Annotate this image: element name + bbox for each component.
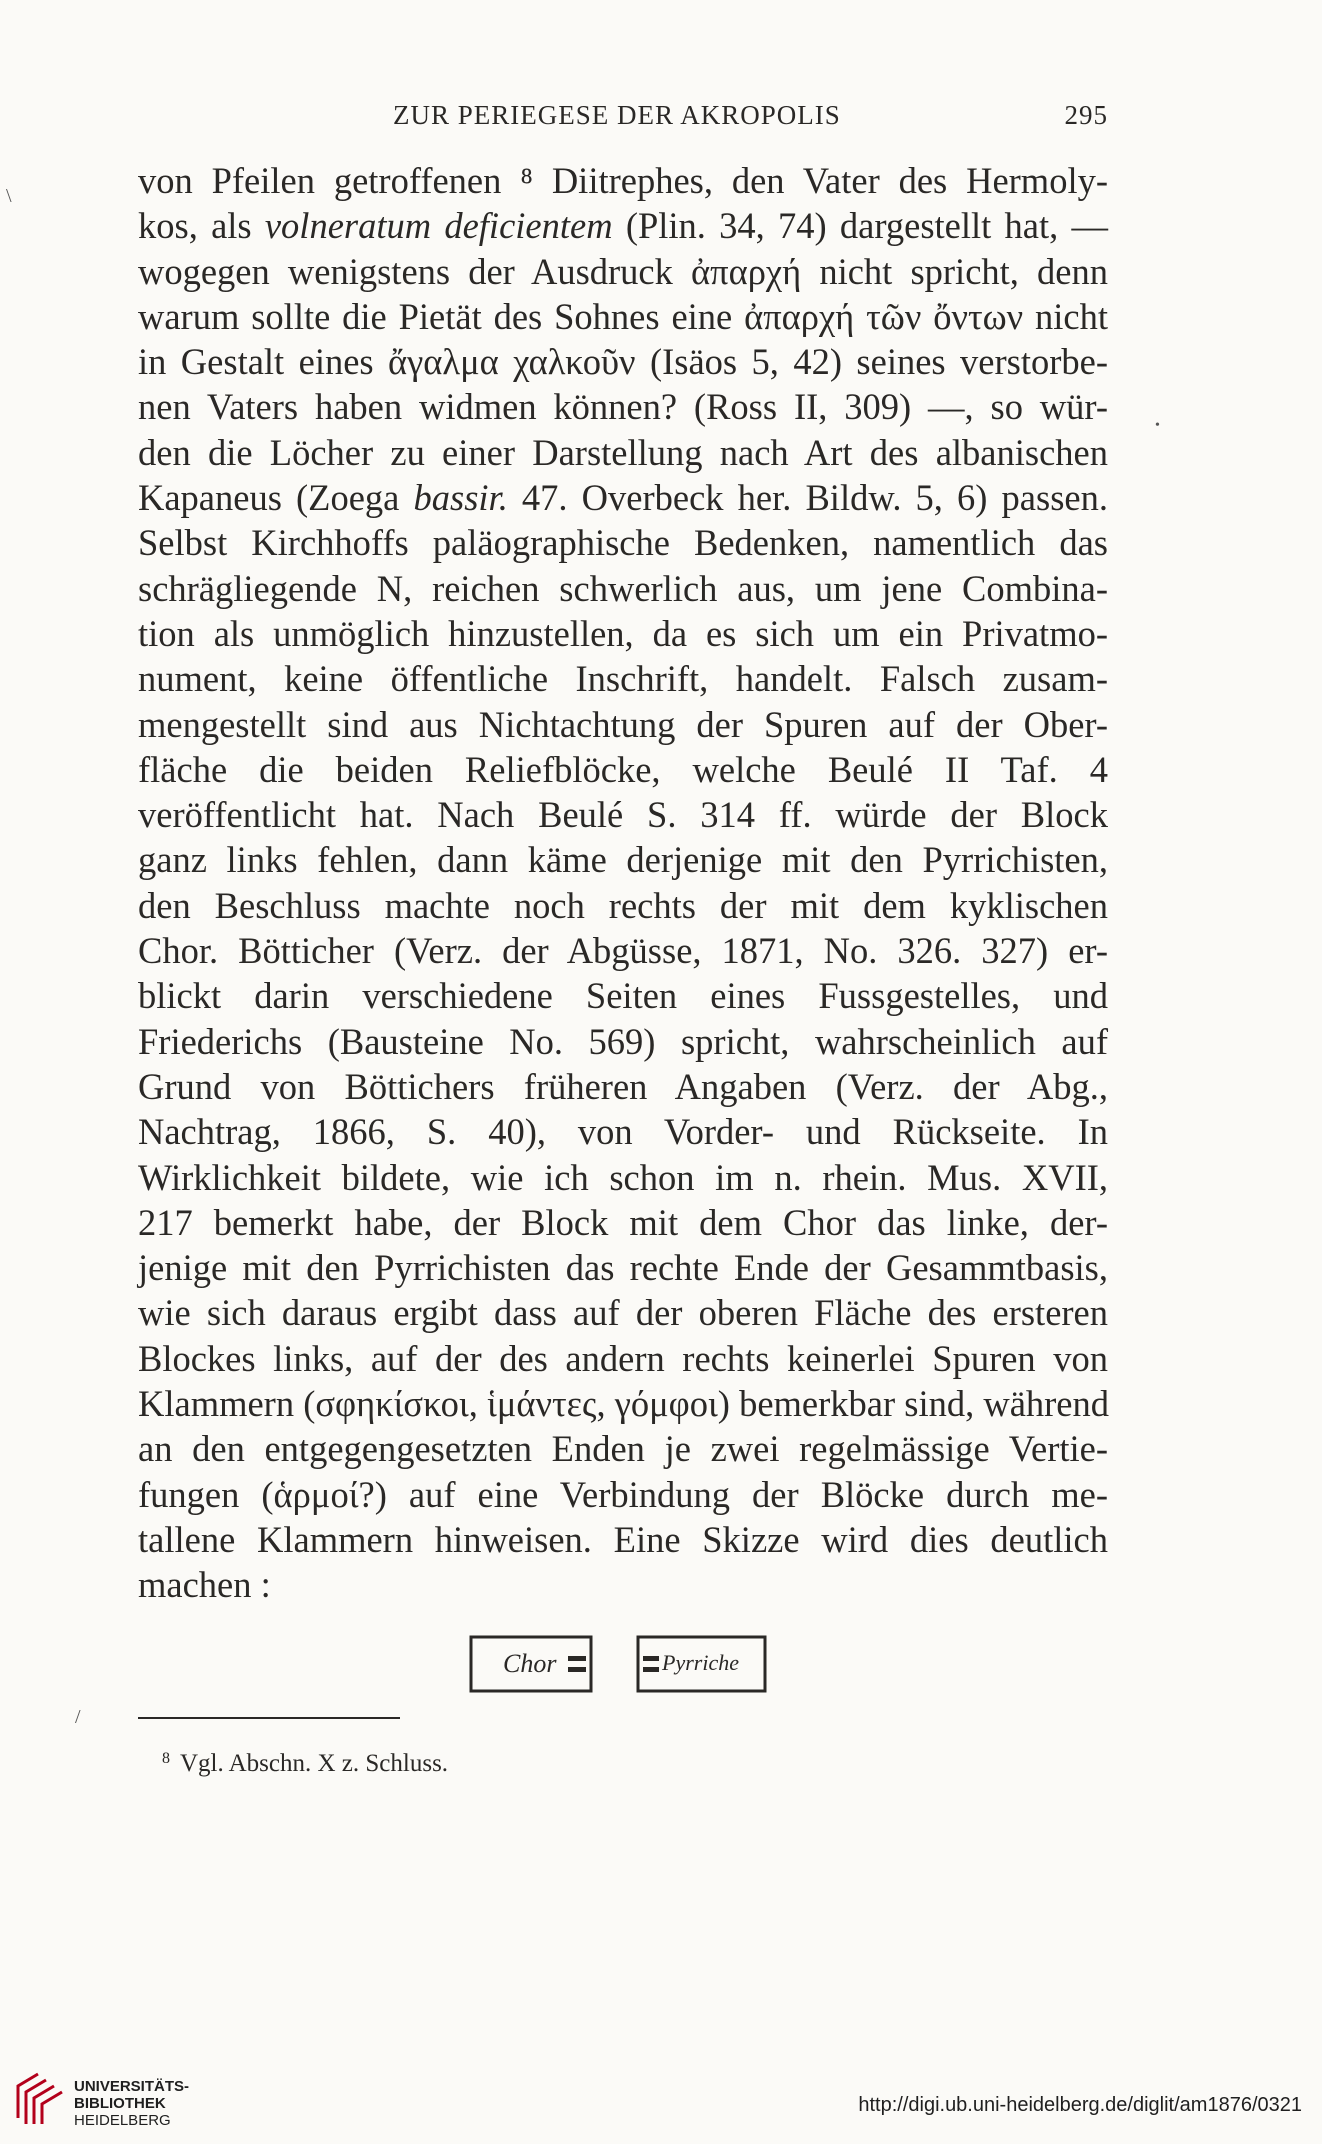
chor-label: Chor [503, 1649, 557, 1678]
pyrriche-label: Pyrriche [662, 1650, 739, 1675]
chor-clamp-2 [568, 1667, 586, 1672]
text-line: jenige mit den Pyrrichisten das rechte Ende der Gesammtbasis, [138, 1247, 1108, 1289]
text-line: tion als unmöglich hinzustellen, da es sich um ein Privatmo- [138, 612, 1108, 654]
text-line: tallene Klammern hinweisen. Eine Skizze wird dies deutlich [138, 1518, 1108, 1560]
text-line: Kapaneus (Zoega bassir. 47. Overbeck her. Bildw. 5, 6) passen. [138, 477, 1108, 519]
text-line: machen : [138, 1564, 271, 1606]
text-line: Chor. Bötticher (Verz. der Abgüsse, 1871, No. 326. 327) er- [138, 930, 1108, 972]
pyrriche-clamp-2 [643, 1667, 659, 1672]
margin-mark: / [75, 1706, 81, 1728]
text-line: blickt darin verschiedene Seiten eines Fussgestelles, und [138, 975, 1108, 1017]
text-line: nument, keine öffentliche Inschrift, handelt. Falsch zusam- [138, 658, 1108, 700]
text-line: kos, als volneratum deficientem (Plin. 34, 74) dargestellt hat, — [138, 205, 1108, 247]
text-line: schrägliegende N, reichen schwerlich aus, um jene Combina- [138, 567, 1108, 609]
text-line: Friederichs (Bausteine No. 569) spricht, wahrscheinlich auf [138, 1020, 1108, 1062]
source-url-link[interactable]: http://digi.ub.uni-heidelberg.de/diglit/am1876/0321 [858, 2094, 1302, 2116]
sketch-diagram [468, 1634, 768, 1694]
margin-mark: • [1155, 418, 1160, 433]
margin-mark: \ [6, 185, 12, 207]
library-line-1: UNIVERSITÄTS- [74, 2078, 190, 2095]
text-line: Wirklichkeit bildete, wie ich schon im n. rhein. Mus. XVII, [138, 1156, 1108, 1198]
body-text [138, 158, 1108, 1608]
chor-clamp-1 [568, 1656, 586, 1661]
text-line: 217 bemerkt habe, der Block mit dem Chor das linke, der- [138, 1201, 1108, 1243]
text-line: fläche die beiden Reliefblöcke, welche Beulé II Taf. 4 [138, 748, 1108, 790]
text-line: Blockes links, auf der des andern rechts keinerlei Spuren von [138, 1337, 1108, 1379]
library-line-3: HEIDELBERG [74, 2112, 171, 2129]
text-line: Klammern (σφηκίσκοι, ἱμάντες, γόμφοι) bemerkbar sind, während [138, 1383, 1110, 1425]
text-line: von Pfeilen getroffenen ⁸ Diitrephes, den Vater des Hermoly- [138, 160, 1108, 201]
text-line: wie sich daraus ergibt dass auf der oberen Fläche des ersteren [138, 1292, 1108, 1334]
text-line: Nachtrag, 1866, S. 40), von Vorder- und Rückseite. In [138, 1111, 1108, 1153]
library-name [74, 2078, 189, 2129]
footnote-marker: 8 [162, 1750, 170, 1767]
footnote-text: Vgl. Abschn. X z. Schluss. [180, 1750, 449, 1777]
footnote [162, 1750, 448, 1778]
text-line: mengestellt sind aus Nichtachtung der Spuren auf der Ober- [138, 703, 1108, 745]
footnote-rule [138, 1717, 400, 1719]
text-line: an den entgegengesetzten Enden je zwei regelmässige Vertie- [138, 1428, 1108, 1470]
running-header [138, 100, 1108, 136]
text-line: ganz links fehlen, dann käme derjenige mit den Pyrrichisten, [138, 839, 1108, 881]
text-line: Grund von Böttichers früheren Angaben (Verz. der Abg., [138, 1065, 1108, 1107]
page-number: 295 [1064, 100, 1108, 130]
text-line: veröffentlicht hat. Nach Beulé S. 314 ff. würde der Block [138, 794, 1108, 836]
text-line: warum sollte die Pietät des Sohnes eine ἀπαρχή τῶν ὄντων nicht [138, 295, 1108, 337]
running-title: ZUR PERIEGESE DER AKROPOLIS [393, 100, 841, 130]
text-line: nen Vaters haben widmen können? (Ross II, 309) —, so wür- [138, 386, 1108, 428]
library-line-2: BIBLIOTHEK [74, 2095, 166, 2112]
text-line: Selbst Kirchhoffs paläographische Bedenken, namentlich das [138, 522, 1108, 564]
pyrriche-clamp-1 [643, 1656, 659, 1661]
text-line: wogegen wenigstens der Ausdruck ἀπαρχή nicht spricht, denn [138, 250, 1108, 292]
text-line: in Gestalt eines ἄγαλμα χαλκοῦν (Isäos 5, 42) seines verstorbe- [138, 341, 1108, 383]
text-line: den Beschluss machte noch rechts der mit dem kyklischen [138, 884, 1108, 926]
text-line: den die Löcher zu einer Darstellung nach Art des albanischen [138, 431, 1108, 473]
text-line: fungen (ἁρμοί?) auf eine Verbindung der Blöcke durch me- [138, 1473, 1108, 1515]
